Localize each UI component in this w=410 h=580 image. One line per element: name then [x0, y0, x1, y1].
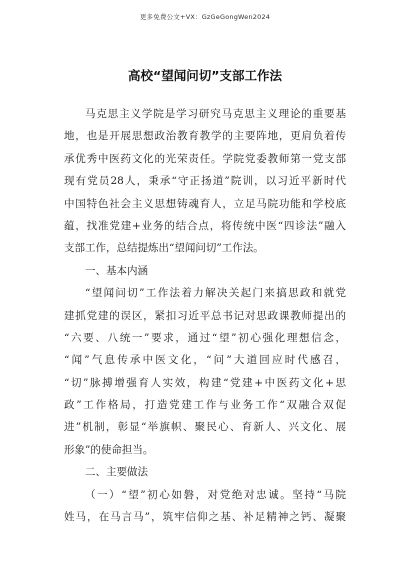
section-heading: 二、主要做法	[85, 466, 148, 479]
body-line: 现有党员28人，秉承“守正扬道”院训，以习近平新时代	[64, 175, 346, 188]
header-note: 更多免费公文+VX：GzGeGongWen2024	[139, 13, 271, 21]
body-line: 马克思主义学院是学习研究马克思主义理论的重要基	[85, 108, 346, 120]
body-line: （一）“望”初心如磐，对党绝对忠诚。坚持“马院	[85, 488, 346, 501]
document-body	[64, 103, 346, 528]
body-line: “六要、八统一”要求，通过“望”初心强化理想信念，	[64, 331, 346, 344]
section-heading: 一、基本内涵	[85, 264, 148, 277]
document-title: 高校“望闻问切”支部工作法	[128, 68, 282, 83]
body-line: “切”脉搏增强育人实效，构建“党建+中医药文化+思	[64, 376, 346, 389]
body-line: “闻”气息传承中医文化，“问”大道回应时代感召，	[64, 354, 346, 367]
body-line: “望闻问切”工作法着力解决关起门来搞思政和就党	[85, 287, 346, 300]
body-line: 地，也是开展思想政治教育教学的主要阵地，更肩负着传	[64, 130, 346, 143]
body-line: 进”机制，彰显“举旗帜、聚民心、育新人、兴文化、展	[64, 421, 346, 434]
body-line: 政”工作格局，打造党建工作与业务工作“双融合双促	[64, 399, 346, 412]
body-line: 支部工作，总结提炼出“望闻问切”工作法。	[64, 242, 264, 255]
body-line: 姓马，在马言马”，筑牢信仰之基、补足精神之钙、凝聚	[64, 511, 346, 524]
body-line: 中国特色社会主义思想铸魂育人，立足马院功能和学校底	[64, 197, 346, 210]
body-line: 蕴，找准党建+业务的结合点，将传统中医“四诊法”融入	[64, 219, 346, 232]
body-line: 形象”的使命担当。	[64, 443, 154, 456]
body-line: 建抓党建的误区，紧扣习近平总书记对思政课教师提出的	[64, 309, 346, 322]
body-line: 承优秀中医药文化的光荣责任。学院党委教师第一党支部	[64, 152, 346, 165]
